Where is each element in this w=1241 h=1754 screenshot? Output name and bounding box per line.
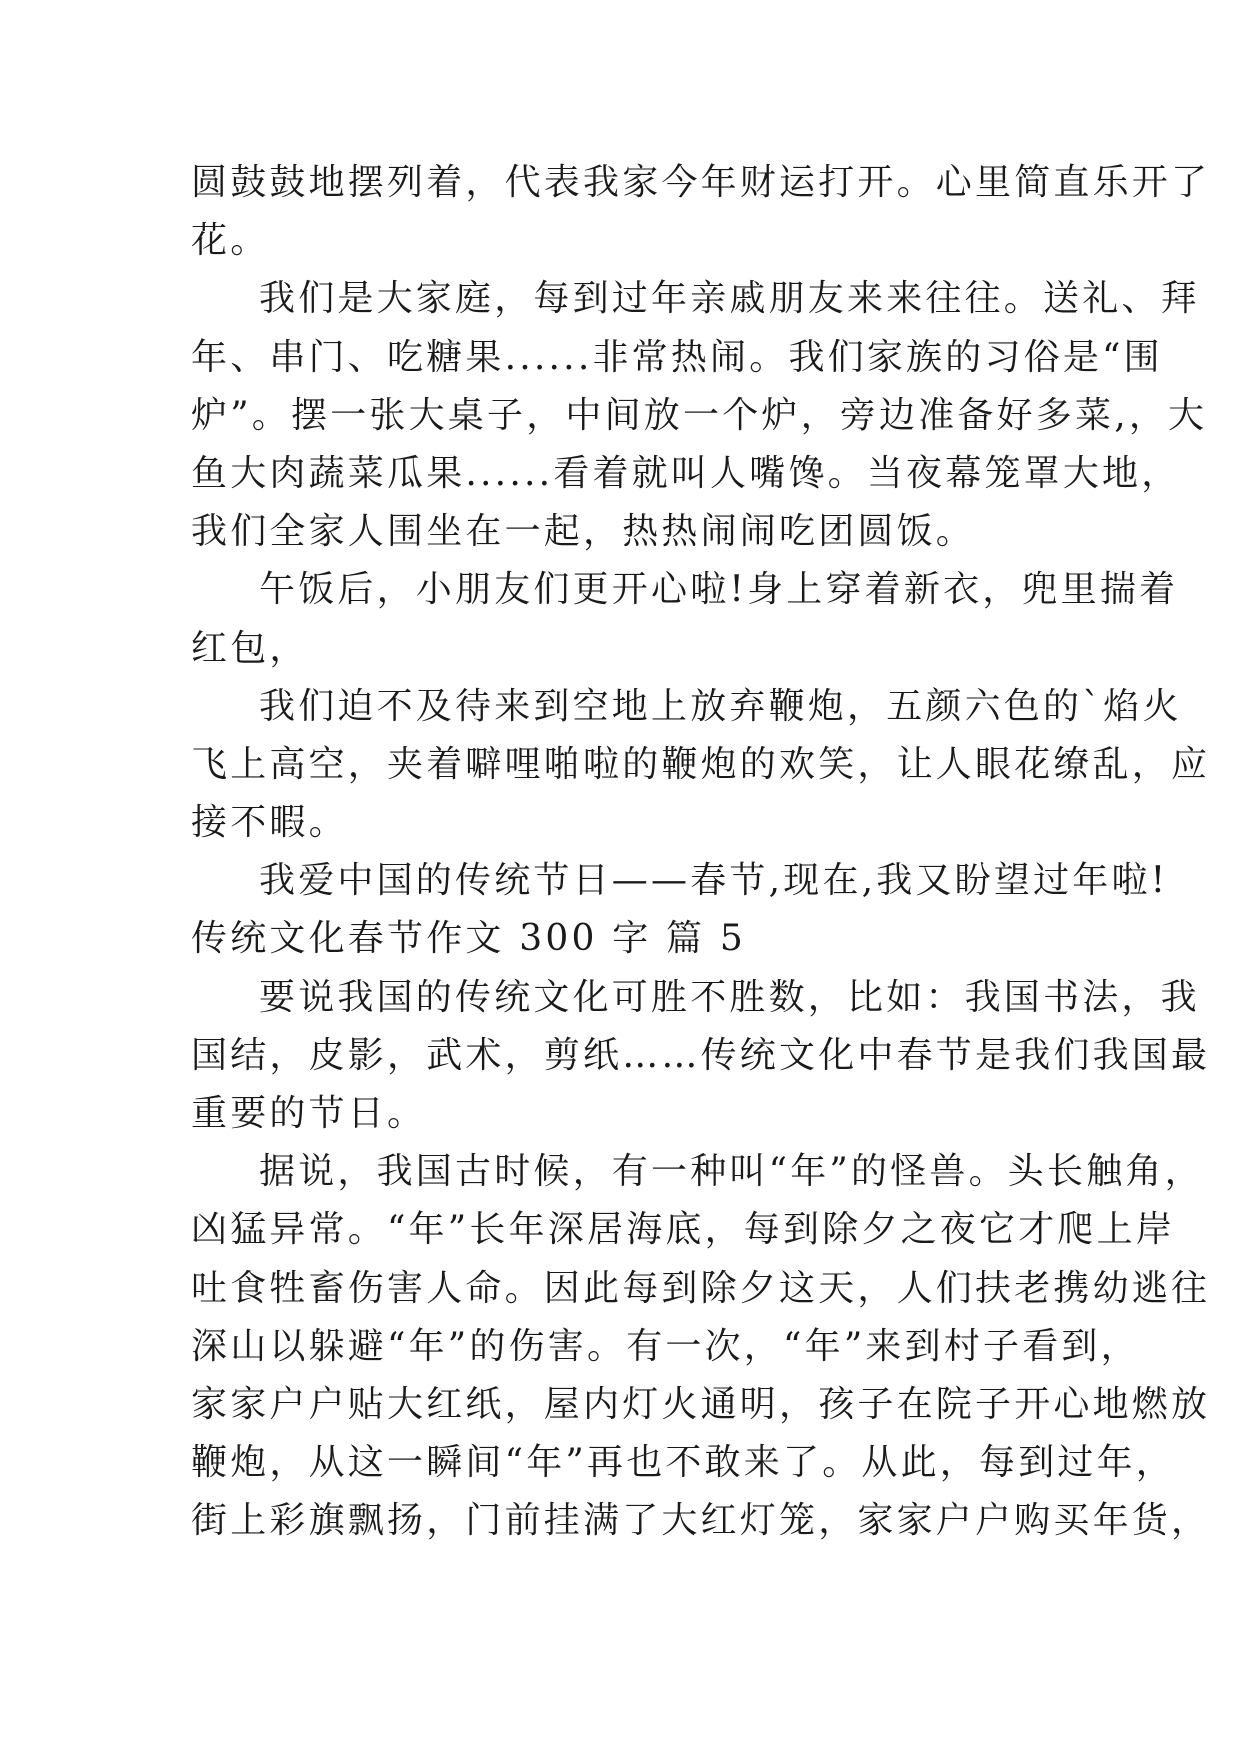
- essay-line: 我们全家人围坐在一起，热热闹闹吃团圆饭。: [191, 511, 976, 553]
- essay-line: 鱼大肉蔬菜瓜果......看着就叫人嘴馋。当夜幕笼罩大地，: [191, 452, 1181, 494]
- essay-line: 鞭炮，从这一瞬间“年”再也不敢来了。从此，每到过年，: [191, 1442, 1176, 1484]
- essay-line: 要说我国的传统文化可胜不胜数，比如：我国书法，我: [259, 976, 1200, 1018]
- section-heading: 传统文化春节作文 300 字 篇 5: [191, 918, 746, 960]
- essay-line: 圆鼓鼓地摆列着，代表我家今年财运打开。心里简直乐开了: [191, 162, 1211, 203]
- essay-line: 据说，我国古时候，有一种叫“年”的怪兽。头长触角，: [259, 1151, 1204, 1193]
- essay-line: 国结，皮影，武术，剪纸……传统文化中春节是我们我国最: [191, 1034, 1211, 1076]
- essay-line: 午饭后，小朋友们更开心啦!身上穿着新衣，兜里揣着: [259, 569, 1179, 611]
- essay-line: 我爱中国的传统节日——春节,现在,我又盼望过年啦!: [259, 860, 1169, 902]
- essay-line: 家家户户贴大红纸，屋内灯火通明，孩子在院子开心地燃放: [191, 1383, 1211, 1425]
- essay-line: 深山以躲避“年”的伤害。有一次，“年”来到村子看到，: [191, 1325, 1140, 1367]
- essay-line: 我们是大家庭，每到过年亲戚朋友来来往往。送礼、拜: [259, 278, 1200, 320]
- essay-body: [191, 154, 1211, 1551]
- essay-line: 凶猛异常。“年”长年深居海底，每到除夕之夜它才爬上岸: [191, 1209, 1176, 1251]
- essay-line: 花。: [191, 220, 270, 262]
- essay-line: 飞上高空，夹着噼哩啪啦的鞭炮的欢笑，让人眼花缭乱，应: [191, 743, 1211, 785]
- essay-line: 街上彩旗飘扬，门前挂满了大红灯笼，家家户户购买年货，: [191, 1500, 1211, 1542]
- essay-line: 我们迫不及待来到空地上放弃鞭炮，五颜六色的`焰火: [259, 685, 1182, 727]
- essay-line: 接不暇。: [191, 802, 348, 844]
- essay-line: 炉”。摆一张大桌子，中间放一个炉，旁边准备好多菜,，大: [191, 394, 1208, 436]
- essay-line: 红包，: [191, 627, 309, 669]
- essay-line: 重要的节日。: [191, 1093, 427, 1134]
- essay-line: 吐食牲畜伤害人命。因此每到除夕这天，人们扶老携幼逃往: [191, 1267, 1211, 1309]
- essay-line: 年、串门、吃糖果......非常热闹。我们家族的习俗是“围: [191, 336, 1163, 378]
